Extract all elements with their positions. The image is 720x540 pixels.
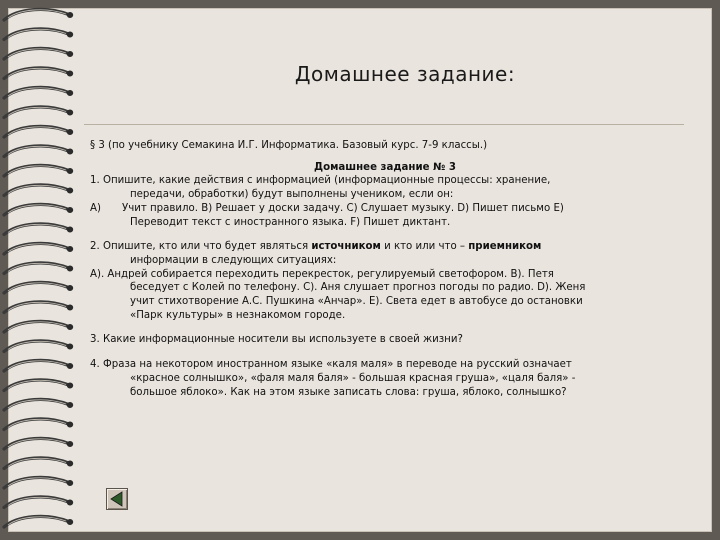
spiral-hole xyxy=(67,266,73,272)
spiral-hole xyxy=(67,363,73,369)
spiral-hole xyxy=(67,51,73,57)
spiral-hole xyxy=(67,402,73,408)
spiral-hole xyxy=(67,71,73,77)
homework-title: Домашнее задание № 3 xyxy=(314,161,456,173)
task2-line2: информации в следующих ситуациях: xyxy=(130,254,337,266)
slide-content xyxy=(90,139,680,399)
task3-text: 3. Какие информационные носители вы используете в своей жизни? xyxy=(90,334,463,346)
spiral-hole xyxy=(67,227,73,233)
spiral-hole xyxy=(67,149,73,155)
spiral-hole xyxy=(67,500,73,506)
task1-line1: 1. Опишите, какие действия с информацией (информационные процессы: хранение, xyxy=(90,175,551,187)
task4-line1: 4. Фраза на некотором иностранном языке «каля маля» в переводе на русский означает xyxy=(90,359,572,371)
spiral-hole xyxy=(67,441,73,447)
spiral-hole xyxy=(67,129,73,135)
task1-options-text: Учит правило. В) Решает у доски задачу. С) Слушает музыку. D) Пишет письмо E) xyxy=(122,202,564,214)
spiral-hole xyxy=(67,305,73,311)
task4-line2: «красное солнышко», «фаля маля баля» - большая красная груша», «цаля баля» - xyxy=(130,372,576,384)
task2-line6: «Парк культуры» в незнакомом городе. xyxy=(130,309,346,321)
spiral-hole xyxy=(67,246,73,252)
textbook-reference: § 3 (по учебнику Семакина И.Г. Информатика. Базовый курс. 7-9 классы.) xyxy=(90,140,488,151)
task4-line3: большое яблоко». Как на этом языке записать слова: груша, яблоко, солнышко? xyxy=(130,386,567,398)
spiral-hole xyxy=(67,422,73,428)
spiral-hole xyxy=(67,480,73,486)
task2-line3: А). Андрей собирается переходить перекресток, регулируемый светофором. В). Петя xyxy=(90,268,554,280)
task1-options-cont: Переводит текст с иностранного языка. F) Пишет диктант. xyxy=(130,216,451,228)
slide-title: Домашнее задание: xyxy=(294,62,516,86)
task1-line2: передачи, обработки) будут выполнены учеником, если он: xyxy=(130,189,454,201)
back-nav-button[interactable] xyxy=(106,488,128,510)
task1-options xyxy=(90,202,680,216)
receiver-word: приемником xyxy=(468,241,542,253)
source-word: источником xyxy=(311,241,381,253)
spiral-hole xyxy=(67,461,73,467)
title-divider xyxy=(84,124,684,125)
spiral-hole xyxy=(67,383,73,389)
spiral-hole xyxy=(67,285,73,291)
spiral-hole xyxy=(67,110,73,116)
task2-line1: 2. Опишите, кто или что будет являться источником и кто или что – приемником xyxy=(90,241,542,253)
task2-line4: беседует с Колей по телефону. С). Аня слушает прогноз погоды по радио. D). Женя xyxy=(130,282,586,294)
spiral-hole xyxy=(67,207,73,213)
spiral-hole xyxy=(67,32,73,38)
task2-line5: учит стихотворение А.С. Пушкина «Анчар». E). Света едет в автобусе до остановки xyxy=(130,296,583,308)
spiral-hole xyxy=(67,344,73,350)
spiral-hole xyxy=(67,12,73,18)
task1-options-marker: А) xyxy=(90,202,101,214)
spiral-binding xyxy=(0,0,80,540)
spiral-hole xyxy=(67,90,73,96)
spiral-hole xyxy=(67,188,73,194)
spiral-hole xyxy=(67,168,73,174)
back-triangle-icon xyxy=(107,489,127,509)
spiral-hole xyxy=(67,324,73,330)
spiral-hole xyxy=(67,519,73,525)
